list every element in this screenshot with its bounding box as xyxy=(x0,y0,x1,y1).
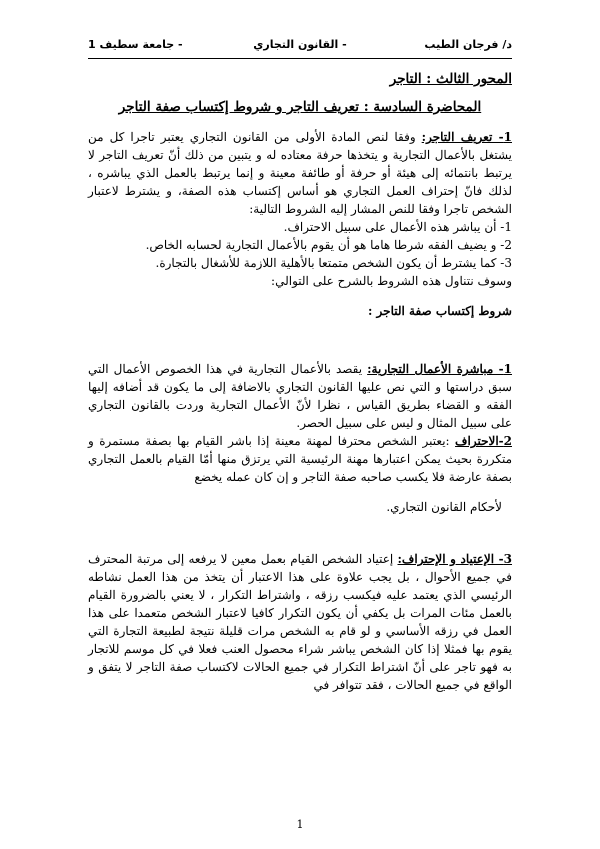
section-2-tail: لأحكام القانون التجاري. xyxy=(386,500,502,514)
spacer xyxy=(88,320,512,360)
section-3-heading: 3- الإعتياد و الإحتراف: xyxy=(397,552,512,566)
spacer xyxy=(88,516,512,550)
page-header xyxy=(88,36,512,59)
definition-heading: 1- تعريف التاجر: xyxy=(421,130,512,144)
section-2-heading: 2-الاحتراف xyxy=(455,434,512,448)
section-2-text: :يعتبر الشخص محترفا لمهنة معينة إذا باشر القيام بها بصفة مستمرة و متكررة بحيث يمكن اعتبارها مهنة الرئيسية التي يرتزق منها أمّا القيام بالعمل التجاري بصفة عارضة فلا يكسب صاحبه صفة التاجر و إن كان عمله يخضع xyxy=(88,434,512,484)
lecture-title: المحاضرة السادسة : تعريف التاجر و شروط إكتساب صفة التاجر xyxy=(118,99,482,115)
page-number: 1 xyxy=(296,818,304,831)
condition-1: 1- أن يباشر هذه الأعمال على سبيل الاحتراف. xyxy=(283,220,512,234)
document-body xyxy=(88,62,512,694)
definition-paragraph xyxy=(88,128,512,218)
section-1 xyxy=(88,360,512,432)
header-university: - جامعة سطيف 1 xyxy=(88,38,183,51)
condition-2: 2- و يضيف الفقه شرطا هاما هو أن يقوم بالأعمال التجارية لحسابه الخاص. xyxy=(145,238,512,252)
definition-text: وفقا لنص المادة الأولى من القانون التجاري يعتبر تاجرا كل من يشتغل بالأعمال التجارية و يتخذها حرفة معتاده له و يتبين من ذلك أنّ تعريف التاجر لا يرتبط بانتمائه إلى هيئة أو حرفة أو طائفة معينة و إنما يرتبط بالعمل الذي يباشره ، لذلك فانّ إحتراف العمل التجاري هو أساس إكتساب هذه الصفة، و يشترط لاعتبار الشخص تاجرا وفقا للنص المشار إليه الشروط التالية: xyxy=(88,130,512,216)
header-subject: - القانون التجاري xyxy=(253,38,347,51)
header-author: د/ فرجان الطيب xyxy=(424,38,512,51)
section-3 xyxy=(88,550,512,694)
definition-outro: وسوف نتناول هذه الشروط بالشرح على التوالي: xyxy=(271,274,512,288)
section-1-text: يقصد بالأعمال التجارية في هذا الخصوص الأعمال التي سبق دراستها و التي نص عليها القانون التجاري بالاضافة إلى ما يكون قد أضافه إليها الفقه و القضاء بطريق القياس ، نظرا لأنّ الأعمال التجارية وردت بالقانون التجاري على سبيل المثال و ليس على سبيل الحصر. xyxy=(88,362,512,430)
section-3-text: إعتياد الشخص القيام بعمل معين لا يرفعه إلى مرتبة المحترف في جميع الأحوال ، بل يجب علاوة على هذا الاعتبار أن يتخذ من هذا العمل نشاطه الرئيسي الذي يعتمد عليه فيكسب رزقه ، واشتراط التكرار ، لا يعني بالضرورة القيام بالعمل مئات المرات بل يكفي أن يكون التكرار كافيا لاعتبار الشخص متعمدا على هذا العمل في رزقه الأساسي و لو قام به الشخص مرات قليلة نتيجة لطبيعة التجارة التي يقوم بها فمثلا إذا كان الشخص يباشر شراء محصول العنب فعلا في كل موسم للاتجار به فهو تاجر على أنّ اشتراط التكرار في جميع الحالات لاكتساب صفة التاجر لا يتفق و الواقع في جميع الحالات ، فقد تتوافر في xyxy=(88,552,512,692)
section-1-heading: 1- مباشرة الأعمال التجارية: xyxy=(367,362,512,376)
condition-3: 3- كما يشترط أن يكون الشخص متمتعا بالأهلية اللازمة للأشغال بالتجارة. xyxy=(155,256,512,270)
section-2 xyxy=(88,432,512,486)
axis-title: المحور الثالث : التاجر xyxy=(389,71,512,87)
conditions-title: شروط إكتساب صفة التاجر : xyxy=(367,304,512,318)
